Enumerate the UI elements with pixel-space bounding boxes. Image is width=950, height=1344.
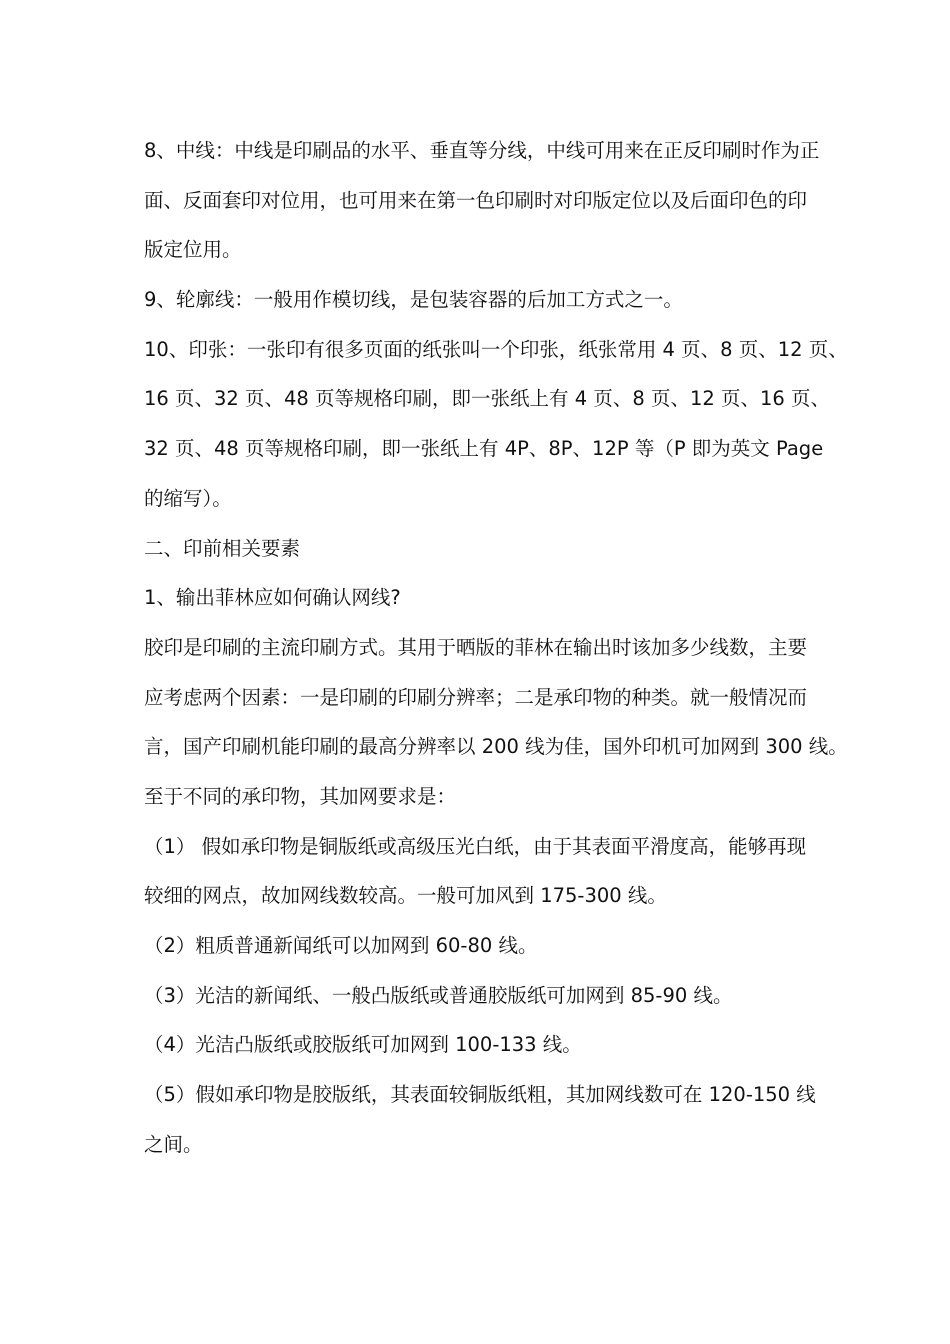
paragraph-line: 16 页、32 页、48 页等规格印刷，即一张纸上有 4 页、8 页、12 页、16 页、: [144, 387, 830, 411]
list-item-1-continued: 较细的网点，故加网线数较高。一般可加风到 175-300 线。: [144, 884, 667, 908]
paragraph-line-9-outline: 9、轮廓线：一般用作模切线，是包装容器的后加工方式之一。: [144, 288, 683, 312]
document-body: [144, 126, 848, 1169]
list-item-5: （5）假如承印物是胶版纸，其表面较铜版纸粗，其加网线数可在 120-150 线: [144, 1083, 816, 1107]
subsection-heading: 1、输出菲林应如何确认网线?: [144, 586, 401, 610]
list-item-5-continued: 之间。: [144, 1132, 203, 1156]
paragraph-line: 至于不同的承印物，其加网要求是：: [144, 784, 457, 808]
list-item-4: （4）光洁凸版纸或胶版纸可加网到 100-133 线。: [144, 1033, 582, 1057]
paragraph-line-8-center-line: 8、中线：中线是印刷品的水平、垂直等分线，中线可用来在正反印刷时作为正: [144, 139, 820, 162]
section-heading: 二、印前相关要素: [144, 536, 301, 560]
paragraph-line: 面、反面套印对位用，也可用来在第一色印刷时对印版定位以及后面印色的印: [144, 188, 808, 212]
paragraph-line: 32 页、48 页等规格印刷，即一张纸上有 4P、8P、12P 等（P 即为英文 Page: [144, 437, 824, 461]
list-item-1: （1） 假如承印物是铜版纸或高级压光白纸，由于其表面平滑度高，能够再现: [144, 834, 807, 858]
paragraph-line: 言，国产印刷机能印刷的最高分辨率以 200 线为佳，国外印机可加网到 300 线。: [144, 735, 848, 759]
paragraph-line: 的缩写）。: [144, 486, 232, 510]
paragraph-line: 应考虑两个因素：一是印刷的印刷分辨率；二是承印物的种类。就一般情况而: [144, 685, 808, 709]
paragraph-line: 版定位用。: [144, 238, 242, 262]
list-item-3: （3）光洁的新闻纸、一般凸版纸或普通胶版纸可加网到 85-90 线。: [144, 983, 733, 1007]
paragraph-line: 胶印是印刷的主流印刷方式。其用于晒版的菲林在输出时该加多少线数，主要: [144, 635, 808, 659]
paragraph-line-10-sheet: 10、印张：一张印有很多页面的纸张叫一个印张，纸张常用 4 页、8 页、12 页、: [144, 337, 848, 361]
list-item-2: （2）粗质普通新闻纸可以加网到 60-80 线。: [144, 934, 538, 957]
